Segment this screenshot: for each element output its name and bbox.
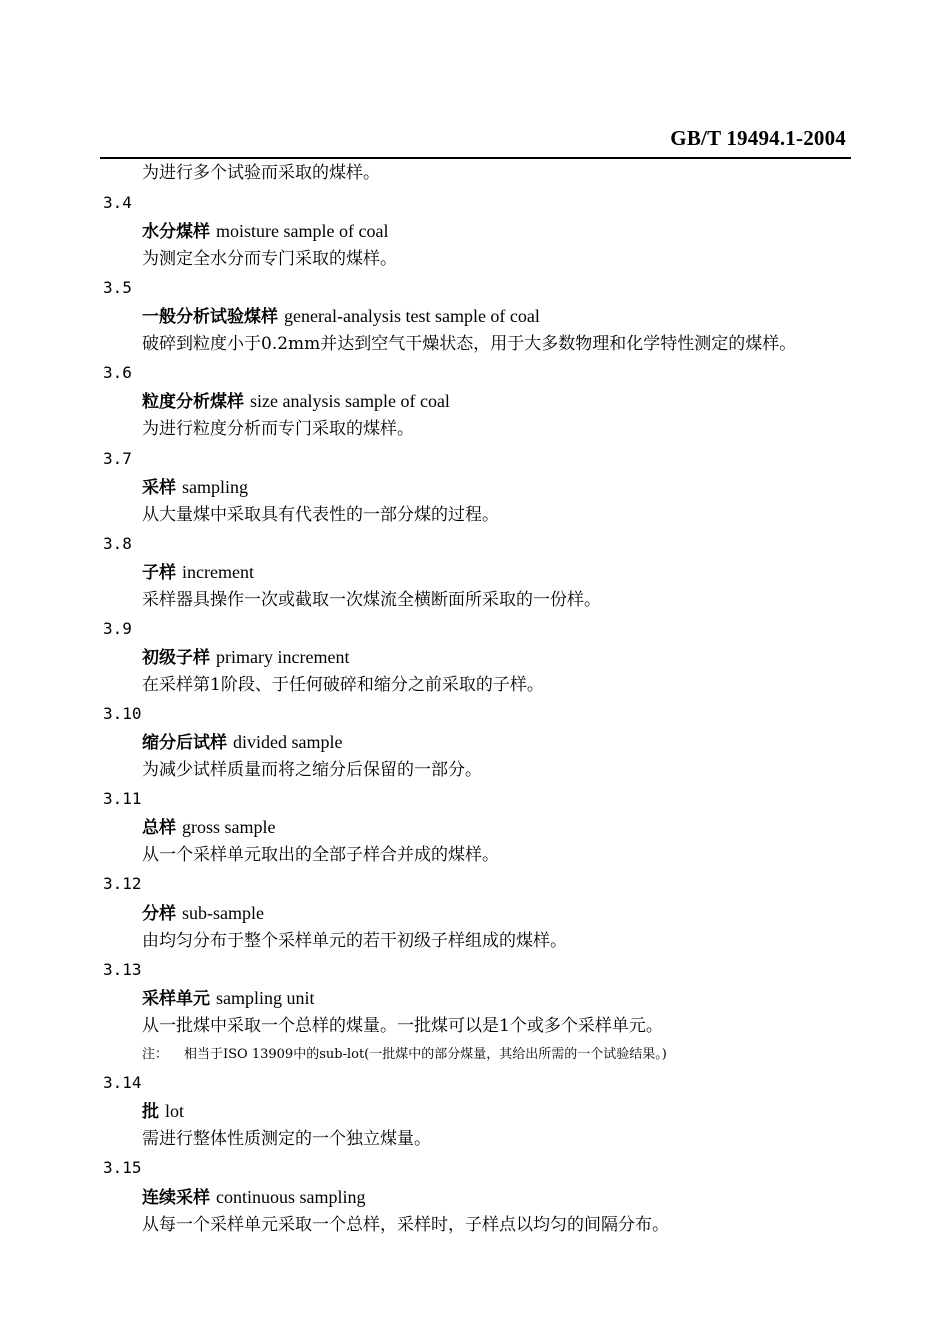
term-definition: 为测定全水分而专门采取的煤样。 (142, 249, 397, 269)
clause-number: 3.6 (103, 363, 132, 382)
clause-number: 3.10 (103, 704, 142, 723)
clause-number: 3.11 (103, 789, 142, 808)
clause-number: 3.7 (103, 449, 132, 468)
term-definition: 从一批煤中采取一个总样的煤量。一批煤可以是1个或多个采样单元。 (142, 1016, 663, 1036)
term-en: sub-sample (182, 903, 264, 923)
term-en: general-analysis test sample of coal (284, 306, 540, 326)
term-heading (142, 557, 254, 588)
term-heading (142, 386, 450, 417)
term-heading (142, 472, 248, 503)
term-heading (142, 1096, 184, 1127)
term-heading (142, 642, 349, 673)
term-heading (142, 898, 264, 929)
term-zh: 粒度分析煤样 (142, 392, 244, 412)
term-zh: 一般分析试验煤样 (142, 307, 278, 327)
term-en: divided sample (233, 732, 343, 752)
term-en: gross sample (182, 817, 276, 837)
term-definition: 为进行粒度分析而专门采取的煤样。 (142, 419, 414, 439)
intro-line: 为进行多个试验而采取的煤样。 (142, 163, 380, 183)
term-definition: 在采样第1阶段、于任何破碎和缩分之前采取的子样。 (142, 675, 544, 695)
term-en: primary increment (216, 647, 350, 667)
term-en: sampling unit (216, 988, 315, 1008)
term-zh: 水分煤样 (142, 222, 210, 242)
term-definition: 从一个采样单元取出的全部子样合并成的煤样。 (142, 845, 499, 865)
clause-number: 3.5 (103, 278, 132, 297)
term-en: continuous sampling (216, 1187, 366, 1207)
note-text: 相当于ISO 13909中的sub-lot(一批煤中的部分煤量，其给出所需的一个试验结果。) (184, 1047, 667, 1062)
clause-number: 3.15 (103, 1158, 142, 1177)
clause-number: 3.13 (103, 960, 142, 979)
clause-number: 3.12 (103, 874, 142, 893)
term-definition: 需进行整体性质测定的一个独立煤量。 (142, 1129, 431, 1149)
term-heading (142, 983, 315, 1014)
term-en: lot (165, 1101, 185, 1121)
term-heading (142, 812, 276, 843)
term-heading (142, 727, 342, 758)
term-zh: 批 (142, 1102, 159, 1122)
term-zh: 缩分后试样 (142, 733, 227, 753)
clause-number: 3.8 (103, 534, 132, 553)
note (142, 1042, 667, 1068)
term-heading (142, 1182, 366, 1213)
term-en: size analysis sample of coal (250, 391, 450, 411)
clause-number: 3.4 (103, 193, 132, 212)
term-definition: 由均匀分布于整个采样单元的若干初级子样组成的煤样。 (142, 931, 567, 951)
term-zh: 分样 (142, 904, 176, 924)
term-definition: 采样器具操作一次或截取一次煤流全横断面所采取的一份样。 (142, 590, 601, 610)
term-en: moisture sample of coal (216, 221, 389, 241)
term-heading (142, 216, 388, 247)
term-zh: 总样 (142, 818, 176, 838)
term-en: sampling (182, 477, 248, 497)
term-zh: 子样 (142, 563, 176, 583)
note-label: 注： (142, 1047, 169, 1062)
standard-code: GB/T 19494.1-2004 (670, 126, 846, 150)
term-definition: 从大量煤中采取具有代表性的一部分煤的过程。 (142, 505, 499, 525)
term-definition: 破碎到粒度小于0.2mm并达到空气干燥状态，用于大多数物理和化学特性测定的煤样。 (142, 334, 797, 354)
term-definition: 从每一个采样单元采取一个总样，采样时，子样点以均匀的间隔分布。 (142, 1215, 669, 1235)
term-zh: 采样 (142, 478, 176, 498)
clause-number: 3.9 (103, 619, 132, 638)
term-heading (142, 301, 540, 332)
term-zh: 采样单元 (142, 989, 210, 1009)
term-definition: 为减少试样质量而将之缩分后保留的一部分。 (142, 760, 482, 780)
term-zh: 连续采样 (142, 1188, 210, 1208)
term-en: increment (182, 562, 254, 582)
clause-number: 3.14 (103, 1073, 142, 1092)
term-zh: 初级子样 (142, 648, 210, 668)
